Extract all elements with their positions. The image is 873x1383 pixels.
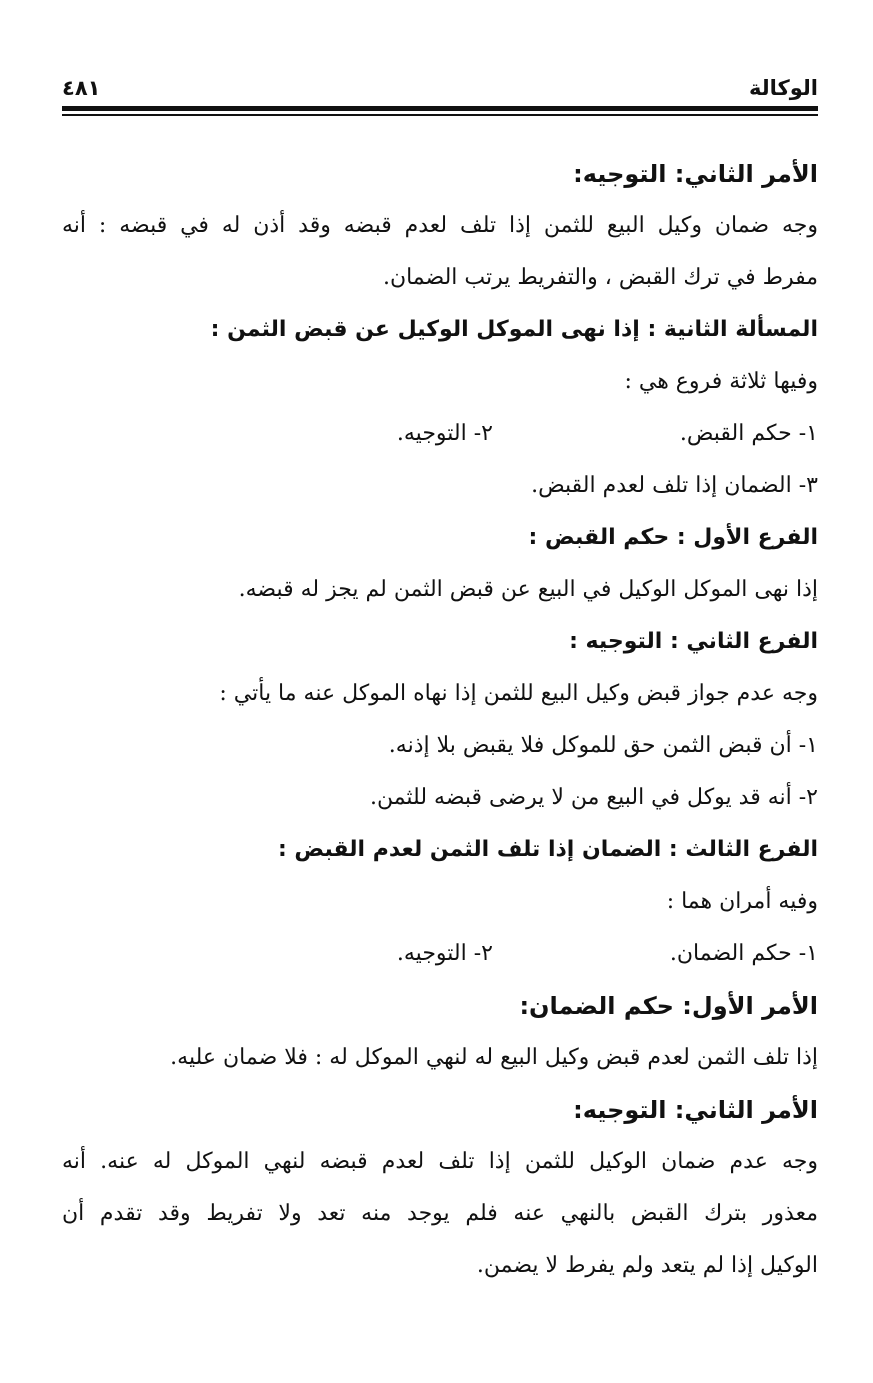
subheading: الفرع الأول : حكم القبض : <box>528 525 818 550</box>
list-item: ١- أن قبض الثمن حق للموكل فلا يقبض بلا إذنه. <box>388 733 818 758</box>
paragraph-line: مفرط في ترك القبض ، والتفريط يرتب الضمان. <box>382 265 818 290</box>
page-header <box>62 70 818 100</box>
paragraph-line: وفيها ثلاثة فروع هي : <box>624 369 818 394</box>
chapter-title: الوكالة <box>749 76 818 100</box>
subheading: الأمر الثاني: التوجيه: <box>573 160 818 188</box>
paragraph-line: وجه عدم ضمان الوكيل للثمن إذا تلف لعدم قبضه لنهي الموكل له عنه. أنه <box>62 1149 818 1174</box>
list-item: ٢- التوجيه. <box>396 421 493 446</box>
paragraph-line: الوكيل إذا لم يتعد ولم يفرط لا يضمن. <box>476 1253 818 1278</box>
paragraph-line: معذور بترك القبض بالنهي عنه فلم يوجد منه تعد ولا تفريط وقد تقدم أن <box>62 1201 818 1226</box>
subheading: الفرع الثاني : التوجيه : <box>569 629 818 654</box>
paragraph-line: إذا تلف الثمن لعدم قبض وكيل البيع له لنهي الموكل له : فلا ضمان عليه. <box>170 1045 818 1070</box>
list-item: ٢- أنه قد يوكل في البيع من لا يرضى قبضه للثمن. <box>369 785 818 810</box>
list-item: ١- حكم الضمان. <box>669 941 818 966</box>
subheading: الأمر الأول: حكم الضمان: <box>519 992 818 1020</box>
list-item-pair <box>62 408 818 460</box>
section-heading: المسألة الثانية : إذا نهى الموكل الوكيل عن قبض الثمن : <box>210 317 818 342</box>
subheading: الفرع الثالث : الضمان إذا تلف الثمن لعدم القبض : <box>277 837 818 862</box>
paragraph-line: إذا نهى الموكل الوكيل في البيع عن قبض الثمن لم يجز له قبضه. <box>238 577 818 602</box>
subheading: الأمر الثاني: التوجيه: <box>573 1096 818 1124</box>
list-item: ٣- الضمان إذا تلف لعدم القبض. <box>531 473 818 498</box>
header-rule-thick <box>62 106 818 111</box>
paragraph-line: وفيه أمران هما : <box>666 889 818 914</box>
paragraph-line: وجه ضمان وكيل البيع للثمن إذا تلف لعدم قبضه وقد أذن له في قبضه : أنه <box>62 213 818 238</box>
list-item: ١- حكم القبض. <box>679 421 818 446</box>
list-item-pair <box>62 928 818 980</box>
page-body <box>62 148 818 1292</box>
list-item: ٢- التوجيه. <box>396 941 493 966</box>
header-rule-thin <box>62 114 818 116</box>
page-number: ٤٨١ <box>62 76 101 100</box>
header-rule <box>62 106 818 116</box>
paragraph-line: وجه عدم جواز قبض وكيل البيع للثمن إذا نهاه الموكل عنه ما يأتي : <box>219 681 818 706</box>
